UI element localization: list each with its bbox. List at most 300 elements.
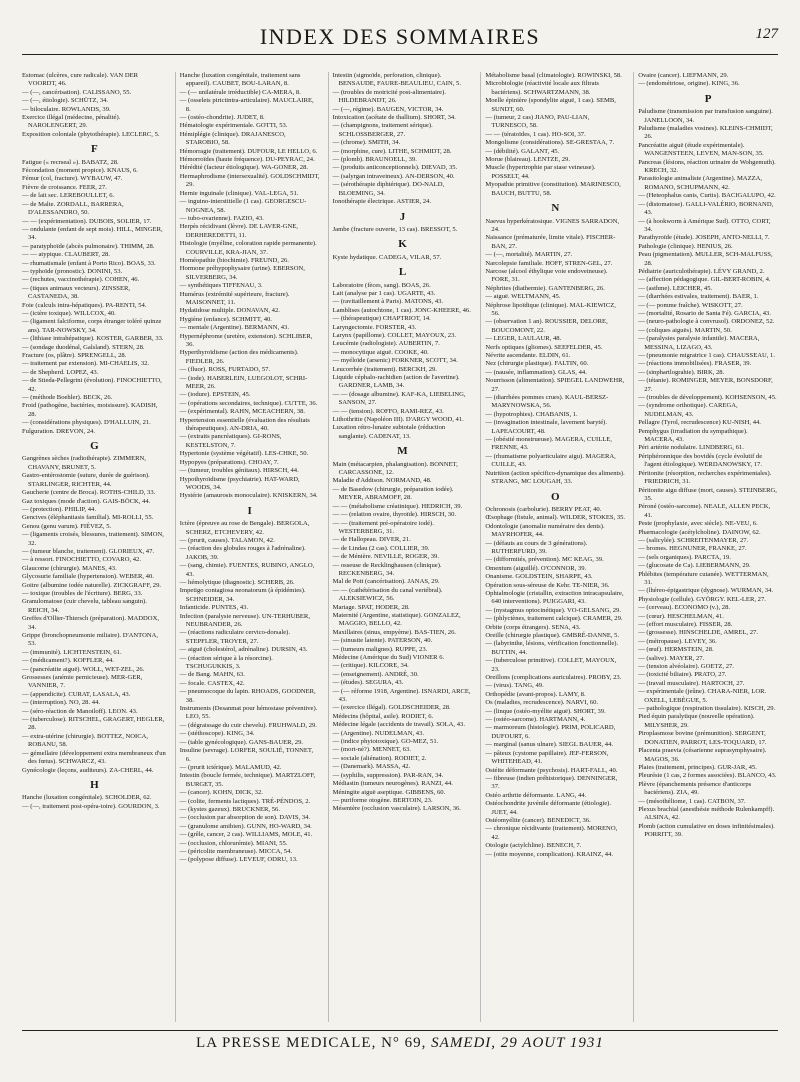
index-entry: — (tension alvéolaire). GOETZ, 27. xyxy=(638,663,734,671)
index-entry: Nerfs optiques (gliomes). SEEFELDER, 45. xyxy=(485,343,603,351)
index-entry: — (méthode Boehler). BECK, 26. xyxy=(22,394,113,402)
index-entry: — de lait sec. LEREBOULLET, 6. xyxy=(22,192,115,200)
index-entry: Plexus brachial (anesthésie méthode Rulenkampff). ALSINA, 42. xyxy=(638,805,775,822)
index-entry: — (grêle, cancer, 2 cas). WILLIAMS, MOLE, 41. xyxy=(179,831,313,839)
index-entry: — (champignons, traitement sérique). SCHLOSSBERGER, 27. xyxy=(332,122,433,138)
index-entry: — (occlusion, chlorurémie). MIANI, 55. xyxy=(179,839,288,847)
index-entry: — (virus). TANG, 49. xyxy=(485,682,544,690)
index-entry: Gaz toxiques (mode d'action). GAIS-BÖCK, 44. xyxy=(22,497,151,505)
index-entry: Mongolisme (considérations). SE-GRESTAA, 7. xyxy=(485,139,615,147)
index-entry: Ictère (épreuve au rose de Bengale). BERGOLA, SCHERZ, ETCHEVERY, 42. xyxy=(179,520,310,536)
index-entry: — (lithiase intrahépatique). KOSTER, GARBER, 33. xyxy=(22,335,164,343)
index-entry: — (interruption). NO, 28. 44. xyxy=(22,699,101,707)
index-entry: — (tiques animaux vecteurs). ZINSSER, CASTANEDA, 38. xyxy=(22,284,131,301)
index-entry: — — (tension). ROFFO, RAMI-REZ, 43. xyxy=(332,407,444,415)
index-entry: — (séro-réaction de Manoiloff). LEON. 43. xyxy=(22,707,138,715)
index-entry: — (— pomme fraîche). WISKOTT, 27. xyxy=(638,301,743,309)
index-entry: — (ictère toxique). WILLCOX, 40. xyxy=(22,309,116,317)
index-entry: — (— réforme 1918, Argentine). ISNARDI, ARCE, 43. xyxy=(332,687,471,704)
index-entry: — (sinusite latente). PATERSON, 40. xyxy=(332,637,433,645)
index-entry: Nourrisson (alimentation). SPIEGEL LANDWEHR, 27. xyxy=(485,377,625,393)
index-entry: — (iodure). EPSTEIN, 45. xyxy=(179,391,251,399)
index-entry: Gaucherie (centre de Broca). ROTHS-CHILD, 33. xyxy=(22,489,156,497)
index-entry: — aiguë (cholestérol, adrénaline). DURSIN, 43. xyxy=(179,646,308,654)
section-letter: M xyxy=(397,445,408,458)
index-entry: — ondulante (enfant de sept mois). HILL, MINGER, 34. xyxy=(22,225,163,242)
index-entry: — (salyrgan intraveineux). AN-DERSON, 40. xyxy=(332,172,455,180)
page-title: INDEX DES SOMMAIRES xyxy=(259,24,541,49)
index-entry: Gencives (éléphantiasis familial). MI-ROLLI, 55. xyxy=(22,514,154,522)
index-entry: — (tétanie). ROMINGER, MEYER, BONSDORF, 27. xyxy=(638,377,773,393)
index-entry: Histologie (myéline, coloration rapide permanente). COURVILLE, KRA-JIAN, 37. xyxy=(179,240,317,256)
index-entry: Fièvre de croissance. FEER, 27. xyxy=(22,183,107,191)
index-entry: — (neuro-pathologie à convrusol). ORDONEZ, 52. xyxy=(638,318,775,326)
index-column-3 xyxy=(328,72,473,1022)
index-entry: Hormone préhypophysaire (urine). EBERSON, SILVERBERG, 34. xyxy=(179,265,305,281)
index-entry: — (protection). PHILIP, 44. xyxy=(22,505,96,513)
index-entry: — (morphine, cure). LITHE, SCHMIDT, 28. xyxy=(332,147,452,155)
index-entry: — (immunité). LICHTENSTEIN, 61. xyxy=(22,648,122,656)
index-entry: — (diarrhées estivales, traitement). BAER, 1. xyxy=(638,293,759,301)
index-entry: — sociale (aliénation). RODIET, 2. xyxy=(332,754,427,762)
index-entry: — (extraits pancréatiques). GI-RONS, KESTELSTON, 7. xyxy=(179,433,282,449)
index-entry: Fulguration. DREVON, 24. xyxy=(22,427,96,435)
index-column-1 xyxy=(22,72,167,1022)
index-entry: Froid (pathogène, bactéries, moisissure). KADISH, 28. xyxy=(22,402,158,418)
index-entry: — (labyrinthe, lésions, vérification fonctionnelle). BUTTIN, 44. xyxy=(485,640,619,656)
index-entry: Plaies (traitement, principes). GUR-JAR, 45. xyxy=(638,763,757,771)
index-entry: — (tuberculose). RITSCHEL, GRAGERT, HEGLER, 28. xyxy=(22,716,165,732)
index-entry: Hystérie (amaurosis monoculaire). KNISKERN, 34. xyxy=(179,492,318,500)
index-entry: Paludisme (maladies vosines). KLEINS-CHMIDT, 26. xyxy=(638,125,773,141)
index-entry: Fracture (os, plâtre). SPRENGELL, 28. xyxy=(22,352,127,359)
index-entry: — (distomatose). GALLI-VALÉRIO, BORNAND, 43. xyxy=(638,200,774,217)
index-entry: — (troubles de développement). KOHSENSON, 45. xyxy=(638,394,777,402)
index-entry: Humérus (extrémité supérieure, fracture). MAISONNET, 11. xyxy=(179,290,290,306)
index-entry: — (ligament falciforme, corps étranger toléré quinze ans). TAR-NOWSKY, 34. xyxy=(22,318,162,334)
index-entry: Hématologie expérimentale. GOTTI, 53. xyxy=(179,122,288,130)
index-entry: — focale. CASTEX, 42. xyxy=(179,679,245,687)
index-entry: Gastro-entérostomie (suture, durée de guérison). STARLINGER, RICHTER, 44. xyxy=(22,472,150,488)
index-entry: — chronique récidivante (traitement). MORENO, 42. xyxy=(485,825,618,841)
index-entry: Physiologie (cellule). GYÖRGY. KEL-LER, 27. xyxy=(638,595,766,603)
index-entry: — (péricolite membraneuse). MICCA, 54. xyxy=(179,847,293,855)
index-entry: — (mort-né?). MENNET, 63. xyxy=(332,746,411,754)
footer-issue: N° 69, xyxy=(381,1035,427,1051)
index-entry: Larynx (papillome). COLLET, MAYOUX, 23. xyxy=(332,331,457,339)
index-entry: — hémolytique (diagnostic). SCHERB, 26. xyxy=(179,578,295,586)
index-entry: — — (traitement pré-opératoire iodé). WESTERBERG, 31. xyxy=(332,519,434,535)
index-entry: — inguino-interstitielle (1 cas). GEORGESCU-NOGNEA, 58. xyxy=(179,198,307,214)
index-entry: — (coliques aiguës). MARTIN, 50. xyxy=(638,326,732,334)
index-entry: Ostéomyélite (cancer). BENEDICT, 36. xyxy=(485,816,591,824)
index-entry: — (prurit, causes). TALAMON, 42. xyxy=(179,536,275,544)
index-entry: — (osselets pirictintra-articulaire). MAUCLAIRE, 8. xyxy=(179,97,314,113)
index-entry: Placenta praevia (césarienne suprasymphysaire). MAGOS, 36. xyxy=(638,747,767,763)
index-entry: Infanticide. PUNTES, 43. xyxy=(179,604,249,612)
index-entry: Oreille (chirurgie plastique). GMBRÉ-DANNE, 5. xyxy=(485,632,620,639)
index-entry: — (nystagmus optocinétique). VO-GELSANG, 29. xyxy=(485,606,621,614)
index-entry: — (sinphartlograhie). BIRK, 28. xyxy=(638,368,725,376)
index-entry: — (paralysies paralysie infantile). MACERA, MESSINA, LIZAGO, 43. xyxy=(638,335,760,351)
index-entry: — (granulome amibien). GUNN, HO-WARD, 34. xyxy=(179,822,312,830)
index-entry: Laboratoire (fèces, sang). BOAS, 26. xyxy=(332,281,431,289)
index-entry: Ostéo arthrite déformante. LANG, 44. xyxy=(485,791,587,799)
index-entry: — (cerveau). ECONOMO (v.), 28. xyxy=(638,604,731,612)
page-footer: LA PRESSE MEDICALE, N° 69, SAMEDI, 29 AOUT 1931 xyxy=(22,1030,778,1057)
section-letter: O xyxy=(551,490,560,503)
index-entry: — (ostéo-sarcome). HARTMANN, 4. xyxy=(485,716,586,724)
index-entry: — (sang, chimie). FUENTES, RUBINO, ANGLO, 43. xyxy=(179,562,315,578)
index-entry: — (colite, ferments lactiques). TRÉ-PÉNDOS, 2. xyxy=(179,797,311,805)
index-entry: Grippe (bronchopneumonie miliaire). D'ANTONA, 53. xyxy=(22,632,159,648)
index-entry: — (cancer). KOHN, DICK, 32. xyxy=(179,789,263,797)
index-entry: — — (expérimentation). DUBOIS, SOLIER, 17. xyxy=(22,217,152,225)
index-entry: — (stéthoscope). KING, 34. xyxy=(179,730,255,738)
index-entry: Néphrose lipoïdique (clinique). MAL-KIEWICZ, 56. xyxy=(485,301,616,317)
index-entry: Ostéochondrite juvénile déformante (étiologie). JUET, 44. xyxy=(485,800,611,816)
index-entry: — pneumocoque du lapin. RHOADS, GOODNER, 38. xyxy=(179,688,316,704)
index-entry: — LEGER, LAULAUR, 48. xyxy=(485,335,562,343)
index-entry: — gémellaire (développement extra membraneux d'un des fœtus). SCHWARCZ, 43. xyxy=(22,749,166,766)
index-entry: — (tumeur, 2 cas) JIANO, PAU-LIAN, TURNESCO, 58. xyxy=(485,114,590,130)
index-entry: — (observation 1 an). ROUSSIER, DELORE, BOUCOMONT, 22. xyxy=(485,318,608,334)
index-entry: — (sondage duodénal, Galsland). STERN, 28. xyxy=(22,343,145,351)
index-entry: Hanche (luxation congénitale). SCHOLDER, 62. xyxy=(22,794,152,802)
index-entry: Exercice illégal (médecine, pénalité). NAROLENGERT, 29. xyxy=(22,114,121,130)
index-entry: Ionothérapie électrique. ASTIER, 24. xyxy=(332,198,432,206)
index-entry: — (rechutes, vaccinothérapie). COHEN, 46. xyxy=(22,276,140,284)
index-entry: Œsophage (fistule, animal). WILDER, STOKES, 35. xyxy=(485,514,626,522)
index-entry: Ostéite déformante (psychosis). HART-FALL, 40. xyxy=(485,766,618,774)
index-entry: — — atypique. CLAUBERT, 28. xyxy=(22,251,110,259)
index-entry: Méningite aiguë aseptique. GIBBENS, 60. xyxy=(332,788,446,796)
index-entry: Péri artérite nodulaire. LINDBERG, 61. xyxy=(638,444,744,452)
index-entry: — (phlyctènes, traitement calcique). CRAMER, 29. xyxy=(485,615,623,623)
index-entry: — (pancréatite aiguë). WOLL, WET-ZEL, 26. xyxy=(22,665,145,673)
index-entry: — (—, traitement post-opéra-toire). GOURDON, 3. xyxy=(22,802,160,810)
index-entry: — traitement par extension). MI-CHAELIS, 32. xyxy=(22,360,150,368)
index-entry: — (métropause). LEVEY, 36. xyxy=(638,637,717,645)
index-entry: — (réaction sérique à la résorcine). TSCHUGUKKIS, 3. xyxy=(179,654,273,671)
index-column-2 xyxy=(175,72,320,1022)
index-entry: — fibreuse (indien préhistorique). DENNINGER, 37. xyxy=(485,774,618,791)
index-entry: — puriforme otogène. BERTOIN, 23. xyxy=(332,796,433,804)
index-columns xyxy=(22,72,778,1022)
index-entry: Ovaire (cancer). LIEFMANN, 29. xyxy=(638,72,729,79)
index-entry: — (opérations secondaires, technique). CUTTE, 36. xyxy=(179,399,318,407)
index-entry: Grossesses (anémie pernicieuse). MER-GER, VANNIER, 7. xyxy=(22,674,143,690)
index-entry: Glycosurie familiale (hypertension). WEBER, 40. xyxy=(22,573,154,581)
index-entry: — (à hookworm à Amérique Sud). OTTO, CORT, 34. xyxy=(638,217,771,233)
header-rule xyxy=(22,54,778,55)
index-entry: — mentale (Argentine). BERMANN, 43. xyxy=(179,324,290,332)
index-entry: — (ligaments croisés, blessures, traitement). SIMON, 32. xyxy=(22,531,164,547)
index-entry: — (invagination intestinale, lavement baryté). LAPEACOURT, 48. xyxy=(485,419,607,435)
index-entry: — (tumeur, troubles génitaux). HIRSCH, 44. xyxy=(179,467,299,475)
index-entry: Naissance (prématurée, limite vitale). FISCHER-BAN, 27. xyxy=(485,234,616,250)
index-entry: Plomb (action cumulative en doses infinitésimales). PORRITT, 39. xyxy=(638,822,775,839)
index-entry: — (thérapeutique) CHAPTRIOT, 14. xyxy=(332,315,431,323)
index-entry: Leucorrhée (traitement). BERCKH, 29. xyxy=(332,365,437,373)
index-entry: — (otite moyenne, complication). KRAINZ, 44. xyxy=(485,850,614,858)
index-entry: — (critique). KILCORE, 34. xyxy=(332,662,409,670)
index-entry: Peau (pigmentation). MULLER, SCH-MALFUSS, 28. xyxy=(638,251,773,267)
index-entry: — (obésité monstrueuse). MAGERA, CUILLE, FRENNE, 43. xyxy=(485,436,612,452)
index-entry: — (mésothéliome, 1 cas). CATBON, 37. xyxy=(638,797,746,805)
index-entry: — typhoïde (pronostic). DONINI, 53. xyxy=(22,267,123,275)
index-entry: Goitre (albumine iodée naturelle). ZICKGRAFF, 29. xyxy=(22,581,162,589)
index-entry: Impetigo contagiosa neonatorum (à épidémies). SCHNEIDER, 34. xyxy=(179,587,306,603)
index-entry: Nez (chirurgie plastique). FALTIN, 60. xyxy=(485,360,589,368)
index-entry: Hypernéphrome (uretère, extension). SCHLIBER, 36. xyxy=(179,332,313,348)
index-entry: — (lhéreo-épigastrique (dygnose). WURMAN, 34. xyxy=(638,587,774,595)
index-entry: — expérimentale (jeûne). CHARA-NIER, LOR. OXELL, LEBÈGUE, 5. xyxy=(638,688,767,704)
index-entry: Muscle (hypertrophie par stase veineuse). POSSELT, 44. xyxy=(485,164,596,180)
index-entry: Néphrites (diathermie). GANTENBERG, 26. xyxy=(485,284,605,292)
index-entry: Hernie inguinale (clinique). VAL-LEGA, 51. xyxy=(179,189,299,197)
index-entry: Herpès récidivant (lèvre). DE LAVER-GNE, DERHEREDETTI, 11. xyxy=(179,223,298,239)
index-entry: — (table gynécologique). GANS-BAUER, 29. xyxy=(179,738,304,746)
page-header xyxy=(22,24,778,50)
index-entry: Phlébites (température cutanée). WETTERMAN, 31. xyxy=(638,570,769,586)
index-entry: — à ressort. FINOCHIETTO, COVARO, 42. xyxy=(22,556,141,564)
index-entry: — (considérations physiques). D'HALLUIN, 21. xyxy=(22,419,151,427)
index-entry: — (fluor). ROSS, FURTADO, 57. xyxy=(179,366,271,374)
index-entry: — (troubles de motricité post-alimentaire). HILDEBRANDT, 26. xyxy=(332,88,446,105)
index-entry: Insuline (sevrage). LORFER, SOULIÉ, TONNET, 6. xyxy=(179,747,314,763)
index-entry: Médecine (Amérique du Sud) VIONER 6. xyxy=(332,654,445,661)
index-entry: — (pneumonie migratrice 1 cas). CHAUSSEAU, 1. xyxy=(638,352,775,359)
index-entry: Intestin (boucle fermée, technique). MARTZLOFF, BURGET, 35. xyxy=(179,772,316,788)
index-entry: — (dégraissage du cuir chevelu). FRUHWALD, 29. xyxy=(179,721,317,729)
index-entry: — (asthme). LEICHER, 45. xyxy=(638,284,713,292)
index-entry: — (affection pédagogique. GIL-BERT-ROBIN, 4. xyxy=(638,276,771,284)
index-entry: — myéloïde (arsenic) FORKNER, SCOTT, 34. xyxy=(332,357,458,365)
index-entry: Estomac (ulcères, cure radicale). VAN DER VOORDT, 46. xyxy=(22,72,139,88)
index-entry: — (— unilatérale irréductible) CA-MERA, 8. xyxy=(179,88,301,96)
index-entry: Moelle épinière (spondylite aiguë, 1 cas). SEMB, SUNDT, 60. xyxy=(485,97,616,113)
index-entry: Genou (genu varum). FIÉVEZ, 5. xyxy=(22,522,112,530)
index-entry: — (grossesse). HINSCHELDE, AMREL, 27. xyxy=(638,629,758,637)
index-entry: Pemphygus (irradiation du sympathique). MACERA, 43. xyxy=(638,427,748,444)
index-entry: Laryngectomie. FORSTER, 43. xyxy=(332,323,417,331)
index-entry: Médiastin (tumeurs neurogènes). RANZI, 44. xyxy=(332,780,453,788)
index-entry: Fémur (col, fracture). WYBAUW, 47. xyxy=(22,175,123,183)
index-entry: Instruments (Desanmat pour hémostase préventive). LEO, 55. xyxy=(179,705,318,721)
index-column-4 xyxy=(480,72,625,1022)
index-entry: — (expérimental). RAHN, MCEACHERN, 38. xyxy=(179,408,306,416)
index-entry: Narcolepsie familiale. HOFF, STREN-GEL, 27. xyxy=(485,259,613,267)
section-letter: P xyxy=(704,92,712,105)
footer-publication: LA PRESSE MEDICALE xyxy=(196,1035,372,1051)
index-entry: Hypopyes (préparations). CHOAY, 7. xyxy=(179,458,279,466)
index-entry: — (tumeur blanche, traitement). GLORIEUX, 47. xyxy=(22,547,155,555)
index-entry: — (nausée, inflammation). GLAS, 44. xyxy=(485,368,587,376)
index-entry: Hypertension essentielle (évaluation des résultats thérapeutiques). AN-DRIA, 40. xyxy=(179,416,310,433)
index-entry: Oreillons (complications auriculaires). PROBY, 23. xyxy=(485,674,622,682)
index-entry: Lamblises (autochtone, 1 cas). JONC-KHEERE, 46. xyxy=(332,306,471,314)
index-entry: — (sérothérapie diphtérique). DO-NALD, BLOEMING, 34. xyxy=(332,181,445,197)
index-entry: Lithothritie (Napoléon III). D'ARGY WOOD, 41. xyxy=(332,416,464,424)
index-entry: Hanche (luxation congénitale, traitement sans appareil). CAUBET, BOU-LARAN, 8. xyxy=(179,72,301,88)
index-entry: Orbite (corps étrangers). SENA, 43. xyxy=(485,623,581,631)
index-entry: — (produits anticonceptionnels). DIEVAD, 35. xyxy=(332,164,458,172)
index-entry: — (salive). MAYER, 27. xyxy=(638,654,705,662)
index-entry: — (sels organiques). PARCTA, 19. xyxy=(638,553,731,561)
index-entry: — (mortalité, Rosario de Santa Fé). GARCIA, 43. xyxy=(638,309,771,317)
index-entry: — (plomb). BRAUNOELL, 39. xyxy=(332,156,417,164)
index-entry: — (kystes gazeux). BRUCKNER, 56. xyxy=(179,805,280,813)
index-entry: — (exercice illégal). GOLDSCHEIDER, 28. xyxy=(332,704,451,712)
index-entry: — (polypose diffuse). LEVEUF, ODRU, 13. xyxy=(179,856,298,864)
index-entry: Parasitologie animaliste (Argentine). MAZZA, ROMANO, SCHUPMANN, 42. xyxy=(638,175,763,191)
index-entry: — — (cathétérisation du canal vertébral). ALEKSIEWICZ, 56. xyxy=(332,586,443,603)
page-number: 127 xyxy=(755,26,778,42)
index-entry: — (enseignement). ANDRÉ, 30. xyxy=(332,670,419,678)
index-entry: Pharmacologie (acétylcholine). DAINOW, 62. xyxy=(638,528,761,536)
index-entry: Fatigue (« recrseal »). BABATZ, 28. xyxy=(22,158,119,166)
index-entry: — (études). SEGURA, 43. xyxy=(332,679,404,687)
index-entry: — tubo-ovarienne). FAZIO, 43. xyxy=(179,214,264,222)
index-entry: Opération sous-séreuse de Kehr. TE-NIER, 36. xyxy=(485,581,610,589)
index-entry: Ochronosis (carbolurie). BERRY PEAT, 40. xyxy=(485,505,602,513)
section-letter: H xyxy=(90,778,99,791)
index-entry: Leucémie (radiologiste). AUBERTIN, 7. xyxy=(332,340,440,348)
index-entry: — (appendicite). CURAT, LASALA, 43. xyxy=(22,690,131,698)
index-entry: — marginal (sanus ulnare). SIEGL BAUER, 44. xyxy=(485,741,614,749)
index-entry: — (—, mortalité). MARTIN, 27. xyxy=(485,251,573,259)
index-entry: Métabolisme basal (climatologie). ROWINSKI, 58. xyxy=(485,72,622,79)
index-entry: — paratyphoïde (abcès pulmonaire). THIMM, 28. xyxy=(22,242,155,250)
index-entry: Hydatidose multiple. DONAVAN, 42. xyxy=(179,307,280,315)
index-entry: — (œuf). HERMSTEIN, 28. xyxy=(638,646,714,654)
index-entry: Hérédité (facteur étiologique). WA-GONER, 28. xyxy=(179,164,309,172)
section-letter: L xyxy=(398,266,407,279)
index-entry: Liquide céphalo-rachidien (action de l'avertine). GARDNER, LAMB, 34. xyxy=(332,374,460,390)
index-entry: Glaucome (chirurgie). MANES, 43. xyxy=(22,564,117,572)
index-entry: Hyperthyroïdisme (action des médicaments). FIEDLER, 26. xyxy=(179,349,299,365)
section-letter: K xyxy=(398,238,407,251)
index-entry: — pâteux (cystome papillaire). JEF-FERSON, WHITEHEAD, 41. xyxy=(485,749,609,766)
index-entry: Paludisme (transmission par transfusion sanguine). JANELLOON, 34. xyxy=(638,108,773,124)
index-entry: — (réactions immobilisées). FRASER, 39. xyxy=(638,360,752,368)
index-entry: Pathologie (clinique). HENIUS, 26. xyxy=(638,242,733,250)
index-entry: Narcose (alcool éthylique voie endoveineuse). FORE, 31. xyxy=(485,267,608,284)
index-entry: — (Danemark). MASSA, 42. xyxy=(332,763,411,771)
index-entry: Myopathie primitive (constitution). MARINESCO, BAUCH, BUTTU, 58. xyxy=(485,181,621,197)
index-entry: — (iode). HABERLEIN, LUEGOLOT, SCHRI-MEER, 26. xyxy=(179,374,308,391)
index-entry: — osseuse de Recklinghausen (clinique). RECKENBERG, 34. xyxy=(332,561,442,577)
index-entry: Morue (blaireau). LENTZE, 29. xyxy=(485,156,570,164)
footer-date: SAMEDI, 29 AOUT 1931 xyxy=(431,1035,604,1051)
index-entry: — (réactions radiculaire cervico-dorsale). STEPFLER, TROYER, 27. xyxy=(179,629,291,645)
index-entry: — (Argentine). NUDELMAN, 43. xyxy=(332,729,425,737)
index-entry: Hygiène (enfance). SCHMITT, 40. xyxy=(179,315,272,323)
index-entry: — extra-utérine (chirurgie). BOTTEZ, NOICA, ROBANU, 58. xyxy=(22,732,149,749)
index-entry: Pleurésie (1 cas, 2 formes associées). BLANCO, 43. xyxy=(638,772,777,780)
section-letter: I xyxy=(247,504,252,517)
index-entry: — (difformités, prévention). MC KEAG, 39. xyxy=(485,556,604,564)
index-entry: Kyste hydatique. CADEGA, VILAR, 57. xyxy=(332,253,442,261)
index-entry: Piroplasmose bovine (prémunition). SERGENT, DONATIEN, PARROT, LES-TOQUARD, 17. xyxy=(638,730,767,746)
index-entry: — de Basedow (chirurgie, préparation iodée). MEYER, ABRAMOFF, 28. xyxy=(332,485,454,502)
index-entry: Nutrition (action spécifico-dynamique des aliments). STRANG, MC LOUGAH, 33. xyxy=(485,469,625,486)
index-entry: Microbiologie (réactivité locale aux filtrats bactériens). SCHWARTZMANN, 38. xyxy=(485,80,599,96)
index-entry: Médecine légale (accidents de travail). SOLA, 43. xyxy=(332,721,465,729)
index-entry: — (toxicité biliaire). PRATO, 27. xyxy=(638,671,727,679)
index-entry: — (occlusion par absorption de son). DAVIS, 34. xyxy=(179,814,311,822)
index-entry: — aiguë. WELTMANN, 45. xyxy=(485,293,561,301)
index-entry: Pancréatite aiguë (étude expérimentale). WANGENSTEEN, LEVEN, MAN-SON, 35. xyxy=(638,141,764,158)
index-entry: — (indice phytotoxique). GO-MEZ, 51. xyxy=(332,738,439,746)
index-entry: — (ravitaillement à Paris). MATONS, 43. xyxy=(332,298,444,306)
section-letter: N xyxy=(551,202,560,215)
index-entry: Gynécologie (leçons, auditeurs). ZA-CHERL, 44. xyxy=(22,766,154,774)
index-entry: — (diarrhées pommes crues). KAUL-BERSZ-MARYNOWSKA, 56. xyxy=(485,394,609,410)
index-entry: — de Stieda-Pellegrini (évolution). FINOCHIETTO, 42. xyxy=(22,377,162,393)
index-entry: — (tuberculose primitive). COLLET, MAYOUX, 23. xyxy=(485,657,617,673)
index-entry: Lait (analyse par 1 cas). UGARTE, 43. xyxy=(332,289,436,297)
index-entry: Médecins (hôpital, asile). RODIET, 6. xyxy=(332,712,434,720)
index-entry: Maxillaires (sinus, empyème). BAS-TIEN, 26. xyxy=(332,628,457,636)
index-entry: — (cœur). HESCHELMAN, 41. xyxy=(638,612,724,620)
index-entry: Jambe (fracture ouverte, 13 cas). BRESSOT, 5. xyxy=(332,225,458,233)
index-entry: Pancreas (lésions, réaction urinaire de Wohgemuth). KRECH, 32. xyxy=(638,158,776,175)
index-entry: Maternité (Argentine, statistique). GONZALEZ, MAGGIO, BELLO, 42. xyxy=(332,611,461,628)
index-entry: — (effort musculaire). FISSER, 28. xyxy=(638,621,733,628)
index-entry: — (réaction des globules rouges à l'adrénaline). JAKOB, 39. xyxy=(179,545,306,561)
index-entry: — de Shepherd. LOPEZ, 43. xyxy=(22,368,99,376)
index-entry: — de Lindau (2 cas). COLLIER, 39. xyxy=(332,544,430,552)
index-entry: Parathyroïde (étude). JOSEPH, ANTO-NELLI, 7. xyxy=(638,234,770,242)
index-entry: Orthopédie (avant-propos). LAMY, 8. xyxy=(485,690,586,698)
index-entry: Foie (calculs intra-hépatiques). PA-RENTI, 54. xyxy=(22,301,147,309)
index-entry: Pédiatrie (auriculothérapie). LÉVY GRAND, 2. xyxy=(638,267,765,275)
index-entry: — (chrome). SMITH, 34. xyxy=(332,139,401,147)
index-entry: — rhumatismale (enfant à Porto Rico). BOAS, 33. xyxy=(22,259,156,267)
index-entry: Hermaphrodisme (intersexualité). GOLDSCHMIDT, 29. xyxy=(179,172,320,189)
index-entry: Plèvre (épanchements présence d'anticorps bactériens). ZIA, 49. xyxy=(638,780,752,797)
index-entry: — monocytique aiguë. COOKE, 40. xyxy=(332,348,429,356)
index-entry: — synthétiques TIFFENAU, 3. xyxy=(179,282,263,290)
section-letter: F xyxy=(91,143,98,156)
index-entry: — (syphilis, suppression). PAR-RAN, 34. xyxy=(332,771,444,779)
index-entry: — (linque (ostéo-myélite aiguë). SHORT, 39. xyxy=(485,707,606,715)
index-entry: Névrite ascendante. ELDIN, 61. xyxy=(485,352,571,359)
index-entry: — de Malte. ZORDALL, BARRERA, D'ALESSANDRO, 50. xyxy=(22,200,124,217)
index-entry: — (—, cancérisation). CALISSANO, 55. xyxy=(22,88,132,96)
index-entry: Otologie (actylchline). BENECH, 7. xyxy=(485,842,582,850)
index-entry: Gangrènes sèches (radiothérapie). ZIMMERN, CHAVANY, BRUNET, 5. xyxy=(22,455,146,471)
index-entry: Ophtalmologie (cristallin, extraction intracapsulaire, 640 interventions). PUIGGARI, 43. xyxy=(485,589,624,606)
index-entry: — (hypotrophies). CHABANIS, 1. xyxy=(485,410,578,418)
index-entry: — toxique (troubles de l'écriture). BERG, 33. xyxy=(22,589,143,597)
index-entry: Granulomatose (cuir chevelu, tableau sanguin). REICH, 34. xyxy=(22,598,147,614)
index-entry: — de Bang. MAHN, 63. xyxy=(179,671,245,679)
index-entry: — (syndrome orthotique). CAREGA, NUDELMAN, 43. xyxy=(638,402,738,418)
index-entry: — (débilité). GALANT, 45. xyxy=(485,147,560,155)
index-entry: Intoxication (acétate de thallium). SHORT, 34. xyxy=(332,114,456,122)
index-entry: — (ostéo-chondrite). JUDET, 8. xyxy=(179,114,265,122)
index-entry: Onanisme. GOLDSTEIN, SHARPE, 43. xyxy=(485,573,593,581)
index-entry: — biloculaire. ROWLANDS, 39. xyxy=(22,105,111,113)
index-entry: Omentum (aiguillé). O'CONNOR, 39. xyxy=(485,564,587,572)
index-entry: — (défauts au cours de 3 générations). RUTHERFURD, 39. xyxy=(485,539,588,555)
section-letter: G xyxy=(90,440,99,453)
index-entry: — — (métabolisme créatinique). HEDRICH, 39. xyxy=(332,502,463,510)
index-entry: Péroné (ostéo-sarcome). NEALE, ALLEN PECK, 41. xyxy=(638,503,771,519)
